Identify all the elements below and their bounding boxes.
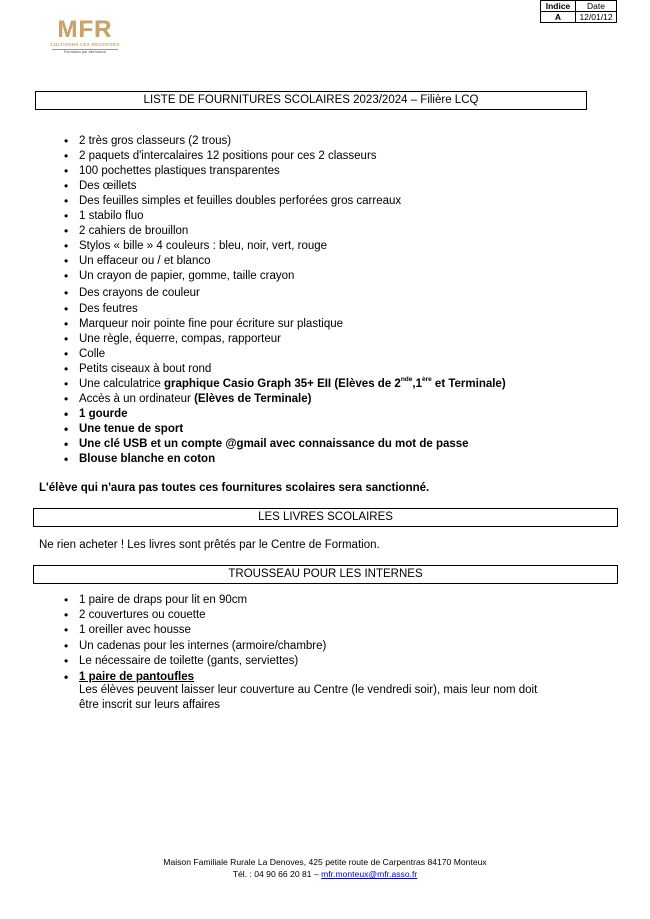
computer-item (79, 392, 506, 407)
footer-address: Maison Familiale Rurale La Denoves, 425 petite route de Carpentras 84170 Monteux (163, 857, 487, 867)
list-item: • Des crayons de couleur (79, 286, 506, 301)
list-item: • 1 oreiller avec housse (79, 623, 326, 638)
calculator-prefix: Une calculatrice (79, 377, 165, 390)
livres-text: Ne rien acheter ! Les livres sont prêtés par le Centre de Formation. (39, 539, 380, 551)
list-item: • Une tenue de sport (79, 422, 506, 437)
calculator-bold (164, 375, 506, 390)
list-item: • 2 cahiers de brouillon (79, 224, 506, 239)
list-item: • Stylos « bille » 4 couleurs : bleu, noir, vert, rouge (79, 239, 506, 254)
date-value: 12/01/12 (576, 12, 617, 23)
list-item: • 1 stabilo fluo (79, 209, 506, 224)
mfr-logo (44, 18, 126, 60)
livres-title: LES LIVRES SCOLAIRES (33, 508, 618, 527)
logo-subtitle: Formation par alternance (63, 50, 107, 54)
list-item: • Colle (79, 347, 506, 362)
fournitures-title: LISTE DE FOURNITURES SCOLAIRES 2023/2024 – Filière LCQ (35, 91, 587, 110)
index-label: Indice (541, 1, 576, 12)
list-item: • 1 paire de pantoufles (79, 670, 326, 685)
list-item: • Un cadenas pour les internes (armoire/chambre) (79, 639, 326, 654)
trousseau-note-line1: Les élèves peuvent laisser leur couverture au Centre (le vendredi soir), mais leur nom doit (79, 684, 538, 696)
calculator-sup-nde: nde (400, 375, 413, 383)
logo-text: MFR (57, 16, 113, 43)
logo-tagline: CULTIVONS LES RÉUSSITES (50, 42, 120, 47)
list-item: • 2 paquets d'intercalaires 12 positions pour ces 2 classeurs (79, 149, 506, 164)
list-item: • Des feuilles simples et feuilles doubles perforées gros carreaux (79, 194, 506, 209)
list-item: • 1 paire de draps pour lit en 90cm (79, 593, 326, 608)
calculator-sup-ere: ère (421, 375, 432, 383)
list-item: • Des œillets (79, 179, 506, 194)
list-item: • Une clé USB et un compte @gmail avec connaissance du mot de passe (79, 437, 506, 452)
fournitures-list (79, 134, 506, 467)
calculator-terminale: et Terminale) (431, 377, 506, 390)
calculator-item (79, 377, 506, 392)
trousseau-list (79, 593, 326, 685)
computer-prefix: Accès à un ordinateur (79, 392, 195, 405)
list-item: • Des feutres (79, 302, 506, 317)
computer-bold: (Elèves de Terminale) (194, 392, 312, 405)
trousseau-note-line2: être inscrit sur leurs affaires (79, 699, 221, 711)
list-item: • 2 très gros classeurs (2 trous) (79, 134, 506, 149)
footer-contact (0, 868, 650, 880)
list-item: • Blouse blanche en coton (79, 452, 506, 467)
index-value: A (541, 12, 576, 23)
trousseau-title: TROUSSEAU POUR LES INTERNES (33, 565, 618, 584)
warning-text: L'élève qui n'aura pas toutes ces fournitures scolaires sera sanctionné. (39, 482, 430, 494)
list-item: • 2 couvertures ou couette (79, 608, 326, 623)
index-table (540, 0, 617, 23)
list-item: • Marqueur noir pointe fine pour écriture sur plastique (79, 317, 506, 332)
footer-email-link[interactable]: mfr.monteux@mfr.asso.fr (321, 869, 418, 879)
list-item: • Un crayon de papier, gomme, taille crayon (79, 269, 506, 284)
calculator-model: graphique Casio Graph 35+ EII (Elèves de 2 (164, 377, 401, 390)
list-item: • 100 pochettes plastiques transparentes (79, 164, 506, 179)
list-item: • Le nécessaire de toilette (gants, serviettes) (79, 654, 326, 669)
list-item: • Une règle, équerre, compas, rapporteur (79, 332, 506, 347)
list-item: • Un effaceur ou / et blanco (79, 254, 506, 269)
footer-tel: Tél. : 04 90 66 20 81 – (232, 869, 322, 879)
list-item: • 1 gourde (79, 407, 506, 422)
footer (0, 856, 650, 880)
calculator-sep: ,1 (412, 377, 422, 390)
date-label: Date (576, 1, 617, 12)
list-item: • Petits ciseaux à bout rond (79, 362, 506, 377)
